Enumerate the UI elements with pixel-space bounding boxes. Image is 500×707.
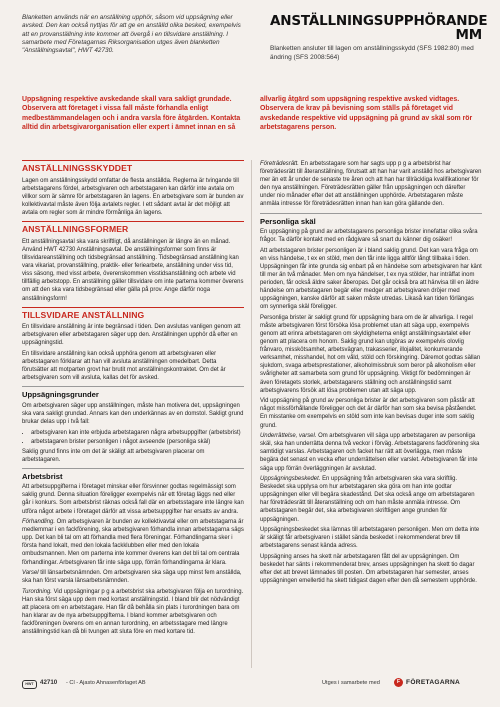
cooperation-text: Utges i samarbete med bbox=[322, 680, 380, 686]
subsection-title-personliga-skal: Personliga skäl bbox=[260, 216, 316, 226]
warning-text-left: Uppsägning respektive avskedande skall vara sakligt grundade. Observera att företaget i vissa fall måste förhandla enligt medbestämmandelagen och i andra varsla före åtgärden. Kontakta alltid din arbetsgivarorganisation eller expert i ämnet innan en så bbox=[22, 96, 241, 131]
paragraph: Om arbetsgivaren säger upp anställningen, måste han motivera det, uppsägningen ska vara sakligt grundad. Annars kan den underkännas av en domstol. Sakligt grund brukar delas upp i två fall: bbox=[22, 402, 244, 425]
section-title-anstallningsformer: ANSTÄLLNINGSFORMER bbox=[22, 224, 129, 235]
section-title-anstallningsskyddet: ANSTÄLLNINGSSKYDDET bbox=[22, 163, 133, 173]
paragraph-text: Vid uppsägningar p g a arbetsbrist ska arbetsgivaren följa en turordning. Han ska först säga upp dem med kortast anställningstid. I bland blir det nödvändigt att placera om en arbetstagare. Han får då behålla sin plats i turordningen bara om han klarar av de nya arbetsuppgifterna. I bland kommer arbetsgivaren och fackföreningen överens om en annan turordning, en arbetsstagare med längre anställningstid kan då bli tvungen att sluta före en med kortare tid. bbox=[22, 588, 244, 636]
subsection-rule bbox=[22, 468, 244, 469]
paragraph bbox=[260, 475, 482, 524]
paragraph: En tillsvidare anställning kan också upphöra genom att arbetsgivaren eller arbetstagaren förklarar att han vill avsluta anställningen omedelbart. Detta förutsätter att motparten grovt har brutit mot anställningskontraktet. Om det är arbetsgivaren som vill avsluta, kallas det för avsked. bbox=[22, 351, 226, 382]
subsection-title-arbetsbrist: Arbetsbrist bbox=[22, 471, 63, 481]
section-title-tillsvidare: TILLSVIDARE ANSTÄLLNING bbox=[22, 309, 145, 320]
foretagarna-name: FÖRETAGARNA bbox=[406, 679, 461, 686]
list-item: • arbetstagaren brister personligen i något avseende (personliga skäl) bbox=[31, 438, 244, 446]
section-rule bbox=[22, 307, 244, 308]
subsection-title-uppsagningsgrunder: Uppsägningsgrunder bbox=[22, 390, 99, 400]
lead-term: Företrädesrätt. bbox=[260, 161, 299, 167]
warning-box bbox=[22, 95, 482, 145]
paragraph: En tillsvidare anställning är inte begränsad i tiden. Den avslutas vanligen genom att arbetsgivaren eller arbetstagaren säger upp den. Anställningen upphör då efter en uppsägningstid. bbox=[22, 324, 241, 347]
column-divider bbox=[251, 160, 252, 668]
subsection-rule bbox=[22, 386, 244, 387]
paragraph bbox=[260, 432, 482, 472]
paragraph: Personliga brister är sakligt grund för uppsägning bara om de är allvarliga. I regel måste arbetsgivaren först försöka lösa problemet utan att säga upp, exempelvis genom att erinra arbetstagaren om skyldigheterna enligt anställningsavtalet eller genom att placera om honom. Saklig grund kan utgöras av exempelvis olovlig frånvaro, misskötsamhet, arbetsvägran, trakasserier, illojalitet, konkurrerande verksamhet, misshandel, hot om våld, stöld och förskingring. Däremot godtas sällan sjukdom, svaga arbetsprestationer, alkoholmissbruk som beror på alkoholism eller svårigheter att samarbeta som grund för uppsägning. Viktigt för bedömningen är även företagets storlek, arbetstagarens ställning och anställningstid samt arbetsgivarens försök att lösa problemen utan att säga upp. bbox=[260, 314, 481, 394]
publisher-text: - Cl - Ajasto Ahnasenförlaget AB bbox=[66, 680, 146, 686]
intro-text: Blanketten används när en anställning upphör, såsom vid uppsägning eller avsked. Den kan också nyttjas för att ge en anställd olika besked, exempelvis att en provanställning inte kommer att övergå i en tillsvidare anställning. I samarbete med Företagarnas Riksorganisation utges även blanketten "Anställningsavtal", HWT 42730. bbox=[22, 14, 241, 55]
paragraph bbox=[260, 160, 482, 209]
lead-term: Underrättelse, varsel. bbox=[260, 433, 317, 440]
paragraph: Uppsägningsbeskedet ska lämnas till arbetstagaren personligen. Men om detta inte är skäligt får arbetsgivaren i stället sända beskedet i rekommenderat brev till arbetstagarens senast kända adress. bbox=[260, 527, 480, 550]
lead-term: Varsel bbox=[22, 570, 39, 577]
section-rule bbox=[22, 221, 244, 222]
warning-text-right: allvarlig åtgärd som uppsägning respektive avsked vidtages. Observera de krav på bevisning som ställs på företaget vid avskedande respektive vid uppsägning på grund av skäl som rör arbetstagarens person. bbox=[260, 96, 473, 131]
paragraph-text: En arbetsstagare som har sagts upp p g a arbetsbrist har företrädesrätt till återanställning, förutsatt att han har varit anställd hos arbetsgivaren mer än ett år under de senaste tre åren och att han har tillräckliga kvalifikationer för den nya anställningen. Företrädesrätten gäller från uppsägningen och därefter under nio månader efter det att anställningen upphörde. Arbetstagaren måste anmäla intresse för företrädesrätten innan han kan göra gällande den. bbox=[260, 161, 482, 208]
paragraph: Uppsägning anses ha skett när arbetstagaren fått del av uppsägningen. Om beskedet har sänts i rekommenderat brev, anses uppsägningen ha skett tio dagar efter det att brevet lämnades till posten. Om arbetstagaren har semester, anses uppsägningen emellertid ha skett tidigast dagen efter den då semestern upphörde. bbox=[260, 553, 477, 585]
footer bbox=[22, 678, 482, 692]
paragraph-text: till länsarbetsnämnden. Om arbetsgivaren ska säga upp minst fem anställda, ska han först varsla länsarbetsnämnden. bbox=[22, 570, 242, 585]
left-column bbox=[22, 160, 244, 668]
header bbox=[22, 13, 488, 84]
paragraph bbox=[22, 518, 244, 567]
paragraph: Ett anställningsavtal ska vara skriftligt, då anställningen är längre än en månad. Använd HWT 42730 Anställningsavtal. De anställningsformer som finns är tillsvidareanställning och tidsbegränsad anställning. Tidsbegränsad anställning kan vara vikariat, provanställning, praktik- eller feriearbete, anställning under viss tid, viss säsong, med visst arbete, överenskommen visstidsanställning och arbete vid tillfällig arbetstopp. En anställning gäller tillsvidare om inte parterna kommer överens om att den ska vara tidsbegränsad eller gälla på prov. Ange därför noga anställningsform! bbox=[22, 238, 244, 302]
lead-term: Turordning. bbox=[22, 588, 52, 595]
publisher-logo-icon: HWT bbox=[22, 680, 37, 689]
paragraph: Att arbetsuppgifterna i företaget minskar eller försvinner godtas regelmässigt som saklig grund. Denna situation föreligger exempelvis när ett företag läggs ned eller går i konkurs. Som arbetsbrist räknas också fall där en arbetsstagare inte längre kan utföra något arbete i företaget därför att vissa arbetsuppgifter har ersatts av andra. bbox=[22, 484, 244, 515]
page-subtitle: Blanketten ansluter till lagen om anställningsskydd (SFS 1982:80) med ändring (SFS 2008:564) bbox=[270, 45, 474, 61]
paragraph: Saklig grund finns inte om det är skäligt att arbetsgivaren placerar om arbetstagaren. bbox=[22, 448, 205, 463]
lead-term: Förhandling. bbox=[22, 519, 56, 526]
list-item: • arbetsgivaren kan inte erbjuda arbetstagaren några arbetsuppgifter (arbetsbrist) bbox=[31, 429, 244, 437]
right-column bbox=[260, 160, 482, 668]
paragraph-text: Om arbetsgivaren är bunden av kollektivavtal eller om arbetstagarna är medlemmar i en fackförening, ska arbetsgivaren förhandla innan arbetstagarna sägs upp. Det kan bli tal om att förhandla med flera föreningar. Förhandlingarna sker i första hand lokalt, med den lokala fackklubben eller med den lokala ombudsmannen. Men om parterna inte kommer överens kan det bli tal om centrala förhandlingar. Arbetsgivaren får inte säga upp, förrän förhandlingarna är klara. bbox=[22, 519, 244, 566]
lead-term: Uppsägningsbeskedet. bbox=[260, 476, 321, 483]
section-rule bbox=[22, 160, 244, 161]
paragraph-text: En uppsägning från arbetsgivaren ska vara skriftlig. Beskedet ska upplysa om hur arbetstagaren ska göra om han inte godtar uppsägningen eller vill begära skadestånd. Det ska också ange om arbetstagaren har företrädesrätt till återanställning och om han måste anmäla intresse. Om arbetstagaren begär det, ska arbetsgivaren skriftligen ange grunden för uppsägningen. bbox=[260, 476, 475, 523]
paragraph bbox=[22, 569, 244, 585]
paragraph: En uppsägning på grund av arbetstagarens personliga brister innefattar olika svåra frågor. Ta därför kontakt med en rådgivare så snart du känner dig osäker! bbox=[260, 228, 478, 243]
subsection-rule bbox=[260, 213, 482, 214]
title-block bbox=[270, 13, 488, 62]
bullet-list bbox=[22, 429, 244, 446]
body-columns bbox=[22, 160, 482, 668]
paragraph: Vid uppsägning på grund av personliga brister är det arbetsgivaren som påstår att något missförhållande föreligger och det är därför han som ska bevisa påståendet. En misstanke om exempelvis en stöld som inte kan bevisas duger inte som saklig grund. bbox=[260, 398, 477, 429]
paragraph: Att arbetstagaren brister personligen är i bland saklig grund. Det kan vara fråga om en viss händelse, t ex en stöld, men den får inte ligga alltför långt tillbaka i tiden. Uppsägningen får inte grunda sig enbart på en händelse som arbetsgivaren har känt till mer än två månader. Men om nya händelser, t ex nya stölder, har inträffat inom perioden, får också äldre saker åberopas. Det går också bra att hänvisa till en äldre händelse om arbetstagaren begär eller medger att arbetsgivaren dröjer med uppsägningen, kanske därför att saken måste utredas. Likaså kan tiden förlängas om synnerliga skäl föreligger. bbox=[260, 247, 482, 311]
page-title: ANSTÄLLNINGSUPPHÖRANDE MM bbox=[270, 13, 488, 44]
form-number: 42710 bbox=[40, 679, 58, 686]
paragraph-text: Om arbetsgivaren vill säga upp arbetstagaren av personliga skäl, ska han underrätta denna två veckor i förväg. Arbetstagarens fackförening ska samtidigt varslas. Arbetstagaren och facket har rätt att överlägga, men måste begära det senast en vecka efter underrättelsen eller varslet. Arbetsgivaren får inte säga upp förrän överläggningen är avslutad. bbox=[260, 433, 480, 472]
foretagarna-logo-icon: F bbox=[394, 678, 403, 687]
paragraph: Lagen om anställningsskydd omfattar de flesta anställda. Reglerna är tvingande till arbetstagarens fördel, arbetsgivaren och arbetstagaren kan därför inte avtala om villkor som är sämre för arbetstagaren än lagens. En arbetsgivare som är bunden av kollektivavtal måste även följa avtalets regler. I ett sådant avtal är det möjligt att avtala om regler som är mindre förmånliga än lagens. bbox=[22, 177, 244, 217]
paragraph bbox=[22, 588, 244, 637]
